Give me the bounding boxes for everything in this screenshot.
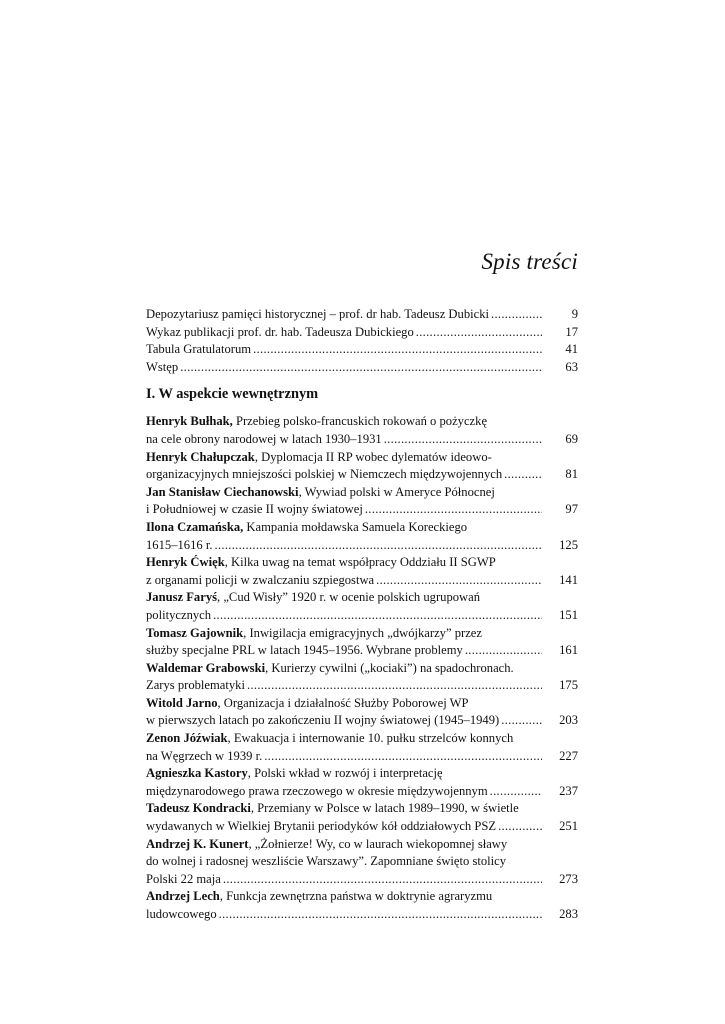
dot-leader [247, 677, 542, 695]
entry-author: Waldemar Grabowski [146, 660, 266, 675]
dot-leader [214, 537, 542, 555]
page-number: 251 [559, 819, 578, 834]
dot-leader [465, 642, 542, 660]
toc-entry-title: Wstęp [146, 359, 179, 374]
entry-author: Henryk Bułhak, [146, 414, 233, 429]
entry-title-end: na cele obrony narodowej w latach 1930–1931 [146, 431, 382, 446]
toc-row [146, 537, 578, 555]
entry-author: Janusz Faryś [146, 590, 218, 605]
dot-leader [376, 572, 542, 590]
entry-title-start: , „Cud Wisły” 1920 r. w ocenie polskich ugrupowań [217, 590, 481, 605]
toc-row [146, 818, 578, 836]
dot-leader [501, 712, 542, 730]
toc-entry-title: Wykaz publikacji prof. dr. hab. Tadeusza Dubickiego [146, 324, 414, 339]
toc-row [146, 324, 578, 342]
entry-title-end: organizacyjnych mniejszości polskiej w Niemczech międzywojennych [146, 467, 503, 482]
entry-title-end: na Węgrzech w 1939 r. [146, 748, 263, 763]
entry-author: Agnieszka Kastory [146, 766, 248, 781]
toc-entry [146, 554, 578, 589]
toc-entry [146, 888, 578, 923]
entry-title-end: politycznych [146, 607, 212, 622]
toc-row [146, 871, 578, 889]
toc-row [146, 501, 578, 519]
toc-row [146, 572, 578, 590]
toc-row [146, 906, 578, 924]
dot-leader [491, 306, 542, 324]
page-number: 9 [571, 307, 578, 321]
entry-first-line [146, 730, 578, 748]
entry-first-line [146, 449, 578, 467]
page-number: 17 [565, 324, 578, 339]
entry-title-start: , Inwigilacja emigracyjnych „dwójkarzy” przez [243, 625, 482, 640]
entry-first-line [146, 695, 578, 713]
entry-first-line [146, 800, 578, 818]
entry-author: Ilona Czamańska, [146, 519, 244, 534]
entry-title-end: ludowcowego [146, 907, 217, 921]
dot-leader [504, 466, 542, 484]
entry-first-line [146, 625, 578, 643]
dot-leader [498, 818, 542, 836]
entry-author: Henryk Ćwięk [146, 555, 225, 570]
dot-leader [416, 324, 542, 342]
toc-row [146, 642, 578, 660]
toc-row [146, 677, 578, 695]
toc-entry [146, 625, 578, 660]
toc-entry [146, 519, 578, 554]
toc-row [146, 359, 578, 377]
toc-entry [146, 765, 578, 800]
page-number: 161 [559, 643, 578, 658]
toc-entry [146, 589, 578, 624]
entry-first-line [146, 413, 578, 431]
dot-leader [223, 871, 542, 889]
toc-row [146, 306, 578, 324]
entry-title-start: , Kilka uwag na temat współpracy Oddziału II SGWP [224, 555, 496, 570]
entry-title-start: , Funkcja zewnętrzna państwa w doktrynie agraryzmu [219, 889, 493, 904]
dot-leader [264, 748, 542, 766]
entry-title-end: w pierwszych latach po zakończeniu II wojny światowej (1945–1949) [146, 713, 500, 728]
toc-row [146, 748, 578, 766]
entry-title-start: , Przemiany w Polsce w latach 1989–1990, w świetle [250, 801, 519, 816]
entry-title-start: , Organizacja i działalność Służby Poborowej WP [217, 695, 469, 710]
entry-title-start: , „Żołnierze! Wy, co w laurach wiekopomnej sławy [248, 836, 508, 851]
page-number: 63 [565, 359, 578, 374]
entry-title-start: Kampania mołdawska Samuela Koreckiego [243, 519, 468, 534]
page-number: 237 [559, 783, 578, 798]
entry-first-line [146, 589, 578, 607]
page-number: 97 [565, 502, 578, 517]
dot-leader [384, 431, 542, 449]
entry-first-line [146, 765, 578, 783]
toc-row [146, 341, 578, 359]
entry-title-end: służby specjalne PRL w latach 1945–1956. Wybrane problemy [146, 643, 463, 658]
page-number: 151 [559, 607, 578, 622]
entry-title-end: 1615–1616 r. [146, 537, 213, 552]
toc-entry [146, 660, 578, 695]
entry-middle-line: do wolnej i radosnej weszliście Warszawy”. Zapomniane święto stolicy [146, 854, 507, 869]
toc-entry [146, 484, 578, 519]
entry-author: Henryk Chałupczak [146, 449, 255, 464]
toc-row [146, 783, 578, 801]
entry-first-line [146, 660, 578, 678]
toc-entry [146, 413, 578, 448]
dot-leader [219, 906, 542, 924]
entry-title-end: Polski 22 maja [146, 871, 221, 886]
toc-row [146, 712, 578, 730]
page-number: 175 [559, 678, 578, 693]
toc-entry-title: Depozytariusz pamięci historycznej – prof. dr hab. Tadeusz Dubicki [146, 307, 490, 321]
dot-leader [253, 341, 542, 359]
entry-title-start: , Polski wkład w rozwój i interpretację [247, 766, 443, 781]
page-number: 283 [559, 907, 578, 921]
section-heading: I. W aspekcie wewnętrznym [146, 386, 319, 403]
table-of-contents [146, 306, 578, 924]
entry-first-line [146, 519, 578, 537]
front-matter-list [146, 306, 578, 376]
entry-author: Zenon Jóźwiak [146, 731, 228, 746]
entry-author: Tadeusz Kondracki [146, 801, 251, 816]
entry-author: Jan Stanisław Ciechanowski [146, 484, 299, 499]
page-number: 273 [559, 871, 578, 886]
toc-entry [146, 836, 578, 889]
dot-leader [180, 359, 542, 377]
entry-author: Andrzej Lech [146, 889, 220, 904]
entry-title-start: Przebieg polsko-francuskich rokowań o pożyczkę [232, 414, 488, 429]
page-number: 125 [559, 537, 578, 552]
entry-title-start: , Kurierzy cywilni („kociaki”) na spadochronach. [265, 660, 514, 675]
page-number: 141 [559, 572, 578, 587]
dot-leader [365, 501, 542, 519]
toc-row [146, 466, 578, 484]
entry-first-line [146, 888, 578, 906]
toc-entry [146, 800, 578, 835]
page-number: 203 [559, 713, 578, 728]
dot-leader [213, 607, 542, 625]
entry-title-end: Zarys problematyki [146, 678, 245, 693]
page-number: 227 [559, 748, 578, 763]
toc-entry [146, 730, 578, 765]
entry-title-start: , Dyplomacja II RP wobec dylematów ideowo- [254, 449, 492, 464]
entry-first-line [146, 836, 578, 854]
entry-title-end: międzynarodowego prawa rzeczowego w okresie międzywojennym [146, 783, 488, 798]
entry-author: Tomasz Gajownik [146, 625, 244, 640]
entries-list [146, 413, 578, 923]
entry-title-end: wydawanych w Wielkiej Brytanii periodyków kół oddziałowych PSZ [146, 819, 497, 834]
entry-title-end: z organami policji w zwalczaniu szpiegostwa [146, 572, 375, 587]
entry-first-line [146, 484, 578, 502]
entry-first-line [146, 554, 578, 572]
dot-leader [490, 783, 542, 801]
entry-title-start: , Wywiad polski w Ameryce Północnej [298, 484, 495, 499]
page-number: 69 [565, 431, 578, 446]
entry-author: Witold Jarno [146, 695, 218, 710]
entry-title-start: , Ewakuacja i internowanie 10. pułku strzelców konnych [227, 731, 514, 746]
page-number: 41 [565, 342, 578, 357]
toc-entry-title: Tabula Gratulatorum [146, 342, 252, 357]
toc-row [146, 607, 578, 625]
toc-row [146, 431, 578, 449]
page-title: Spis treści [481, 249, 578, 274]
page-number: 81 [565, 467, 578, 482]
entry-title-end: i Południowej w czasie II wojny światowej [146, 502, 363, 517]
toc-entry [146, 695, 578, 730]
toc-entry [146, 449, 578, 484]
entry-author: Andrzej K. Kunert [146, 836, 249, 851]
